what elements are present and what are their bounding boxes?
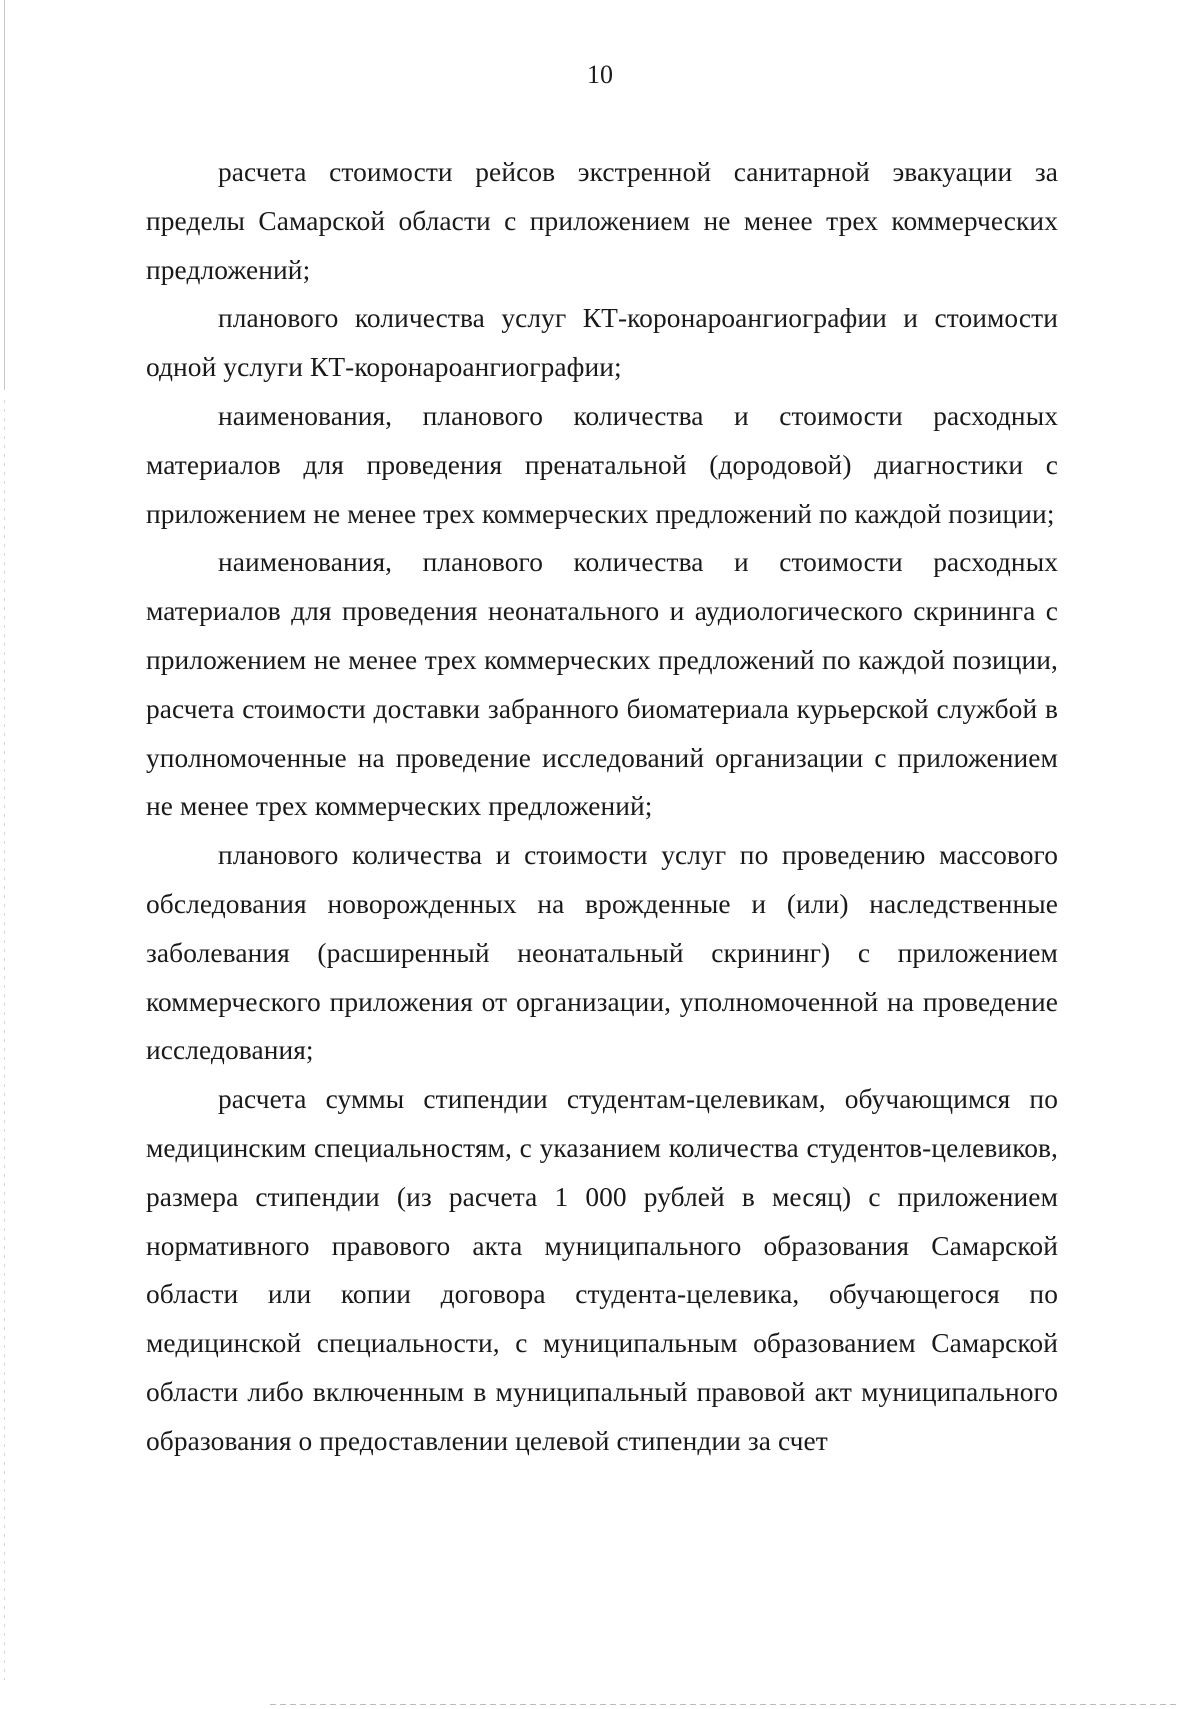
paragraph-neonatal-screening: наименования, планового количества и стоимости расходных материалов для проведения неонатального и аудиологического скрининга с приложением не менее трех коммерческих предложений по каждой позиции, расчета стоимости доставки забранного биоматериала курьерской службой в уполномоченные на проведение исследований организации с приложением не менее трех коммерческих предложений; <box>146 547 1058 822</box>
scan-edge-dotted-line <box>4 400 5 1680</box>
paragraph-ct-angiography: планового количества услуг КТ-коронароангиографии и стоимости одной услуги КТ-коронароангиографии; <box>146 303 1058 383</box>
paragraph-evacuation-cost: расчета стоимости рейсов экстренной санитарной эвакуации за пределы Самарской области с приложением не менее трех коммерческих предложений; <box>146 157 1058 285</box>
paragraph-prenatal-diagnostics: наименования, планового количества и стоимости расходных материалов для проведения пренатальной (дородовой) диагностики с приложением не менее трех коммерческих предложений по каждой позиции; <box>146 400 1058 529</box>
scan-bottom-edge-line <box>270 1704 1180 1705</box>
page-number: 10 <box>587 60 613 89</box>
scan-edge-line <box>4 0 5 390</box>
document-body <box>146 148 1058 1466</box>
paragraph-extended-screening: планового количества и стоимости услуг по проведению массового обследования новорожденных на врожденные и (или) наследственные заболевания (расширенный неонатальный скрининг) с приложением коммерческого приложения от организации, уполномоченной на проведение исследования; <box>146 840 1058 1066</box>
paragraph-student-stipend: расчета суммы стипендии студентам-целевикам, обучающимся по медицинским специальностям, с указанием количества студентов-целевиков, размера стипендии (из расчета 1 000 рублей в месяц) с приложением нормативного правового акта муниципального образования Самарской области или копии договора студента-целевика, обучающегося по медицинской специальности, с муниципальным образованием Самарской области либо включенным в муниципальный правовой акт муниципального образования о предоставлении целевой стипендии за счет <box>146 1084 1058 1456</box>
